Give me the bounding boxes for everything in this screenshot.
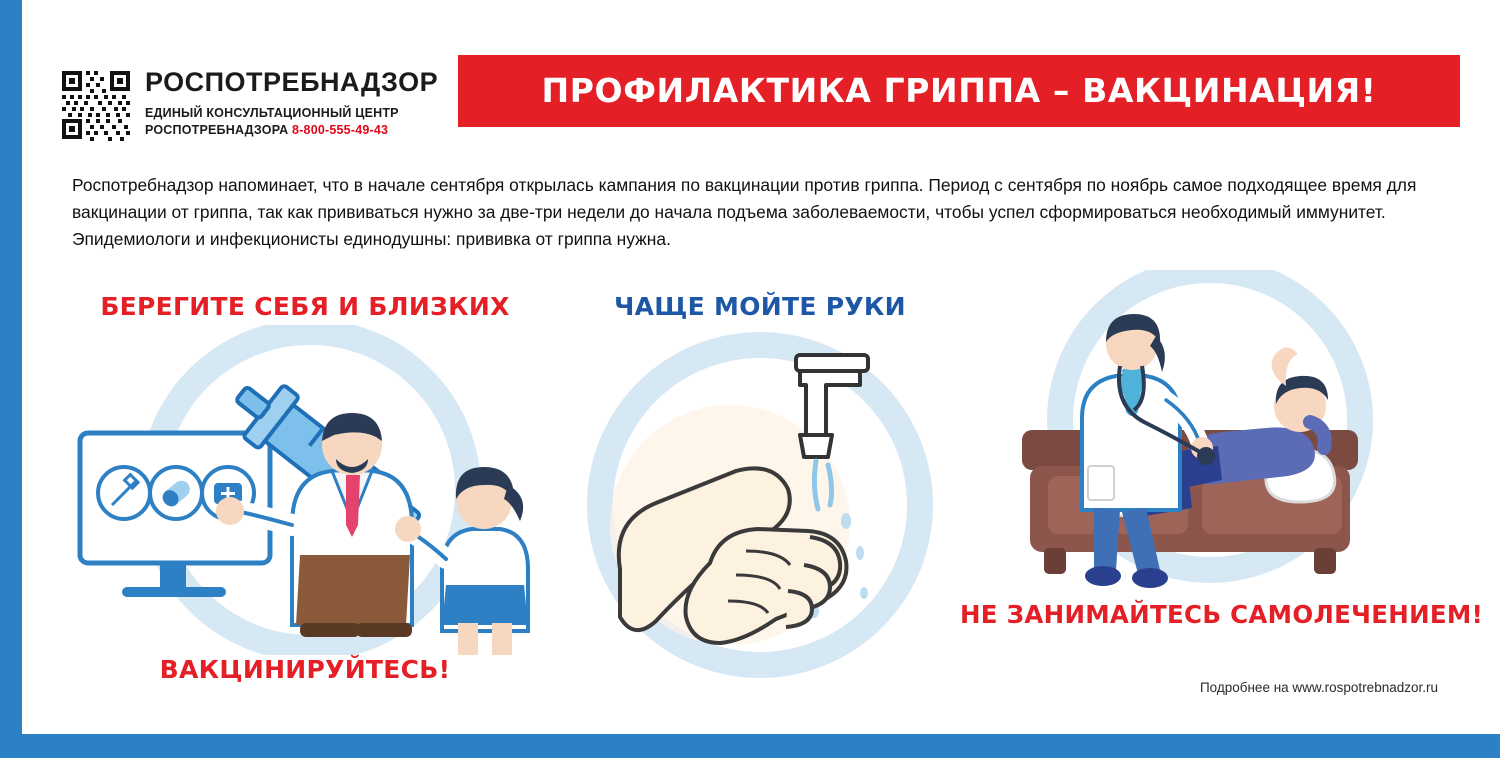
intro-paragraph: Роспотребнадзор напоминает, что в начале сентября открылась кампания по вакцинации против гриппа. Период с сентября по ноябрь самое подходящее время для вакцинации от гриппа, так как прививаться нужно за две-три недели до начала подъема заболеваемости, чтобы успел сформироваться необходимый иммунитет. Эпидемиологи и инфекционисты единодушны: прививка от гриппа нужна. — [72, 175, 1417, 249]
panel-vaccination-caption-bottom: ВАКЦИНИРУЙТЕСЬ! — [159, 655, 451, 684]
brand-subtitle-line2: РОСПОТРЕБНАДЗОРА — [145, 123, 289, 137]
qr-code-icon — [60, 69, 132, 141]
more-info-text: Подробнее на www.rospotrebnadzor.ru — [1199, 680, 1438, 695]
poster-header — [60, 55, 1460, 153]
brand-name: РОСПОТРЕБНАДЗОР — [145, 67, 439, 97]
panel-hand-washing — [560, 270, 960, 710]
frame-left-bar — [0, 0, 22, 758]
panel-hand-washing-caption: ЧАЩЕ МОЙТЕ РУКИ — [614, 292, 906, 321]
panel-vaccination — [60, 270, 550, 710]
brand-subtitle-line1: ЕДИНЫЙ КОНСУЛЬТАЦИОННЫЙ ЦЕНТР — [145, 106, 399, 120]
panel-self-medication-caption: НЕ ЗАНИМАЙТЕСЬ САМОЛЕЧЕНИЕМ! — [960, 600, 1484, 629]
headline-banner — [458, 55, 1460, 127]
brand-block — [60, 63, 460, 155]
frame-bottom-bar — [0, 734, 1500, 758]
hands-washing-under-tap-illustration — [560, 325, 960, 685]
panel-vaccination-caption-top: БЕРЕГИТЕ СЕБЯ И БЛИЗКИХ — [100, 292, 510, 321]
panel-self-medication — [960, 270, 1484, 710]
doctor-examining-patient-on-sofa-illustration — [970, 270, 1450, 600]
brand-phone: 8-800-555-49-43 — [292, 123, 389, 137]
headline-text: ПРОФИЛАКТИКА ГРИППА – ВАКЦИНАЦИЯ! — [541, 71, 1377, 110]
doctors-with-syringe-illustration — [60, 325, 550, 655]
brand-subtitle — [145, 105, 399, 139]
